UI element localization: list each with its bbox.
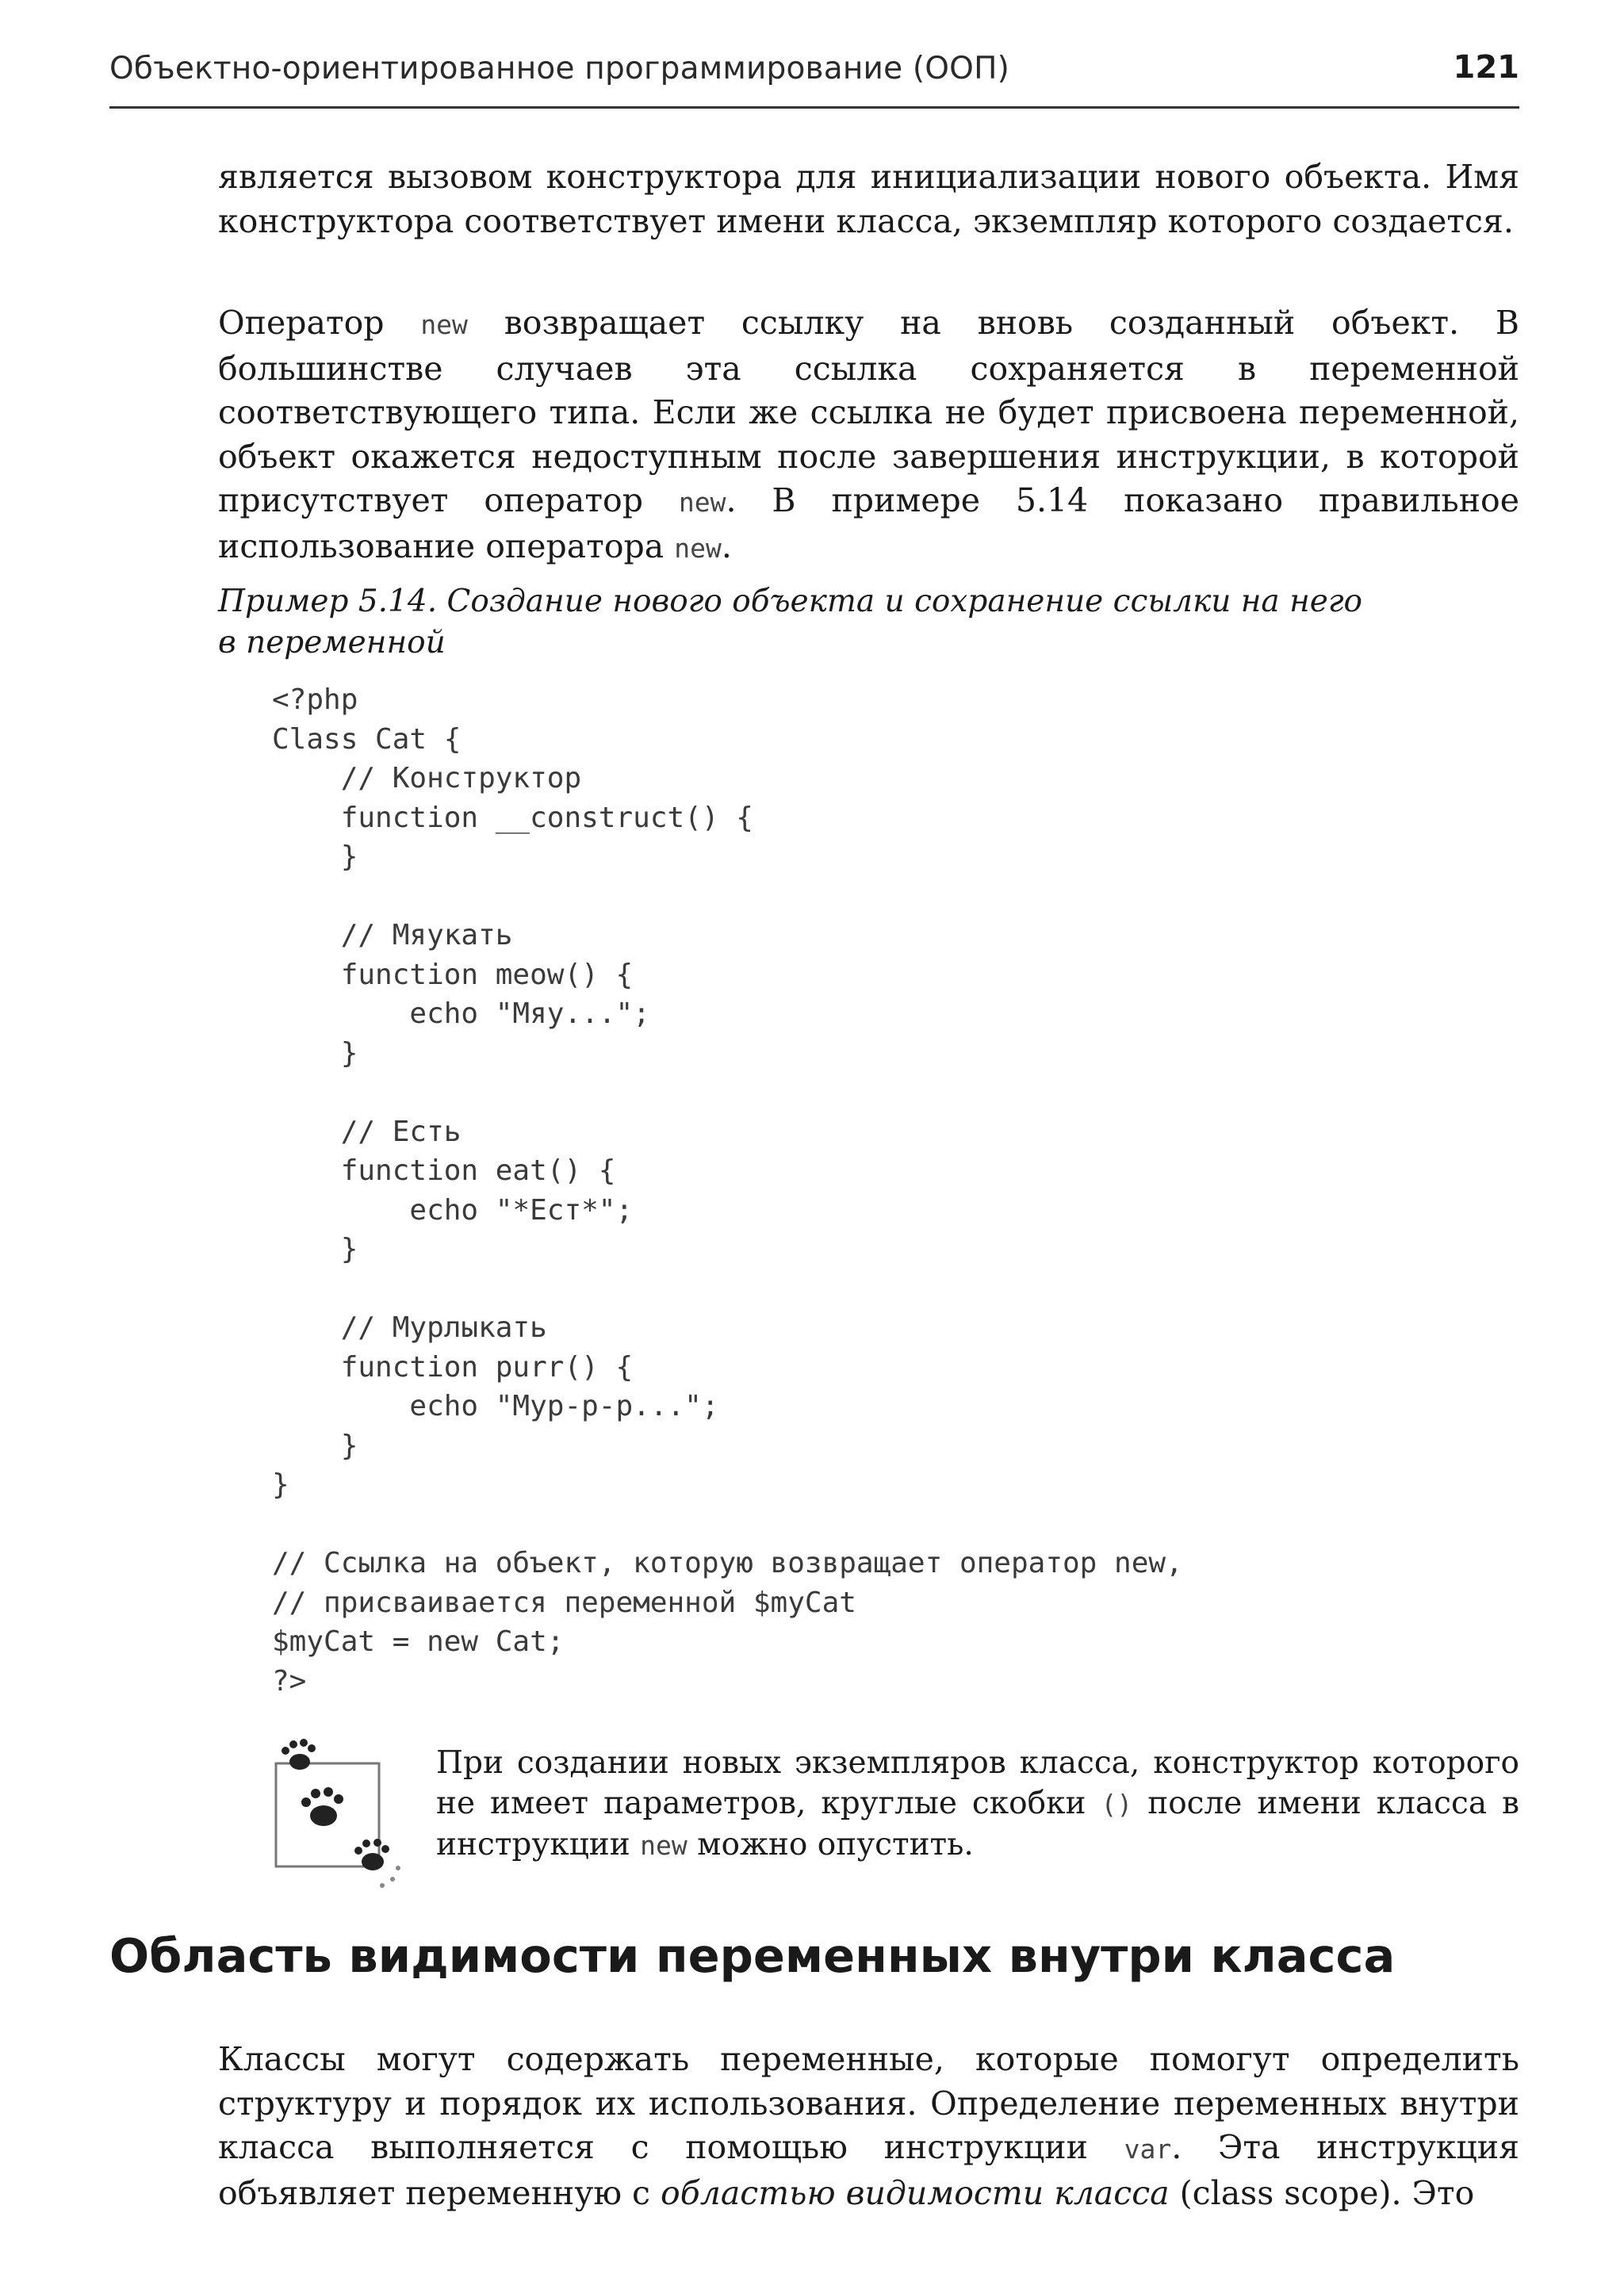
paragraph-3-text: (class scope). Это <box>1169 2173 1475 2212</box>
inline-code: new <box>420 309 468 340</box>
note-text-part: можно опустить. <box>687 1827 974 1862</box>
paragraph-3-text: Классы могут содержать переменные, которые помогут определить структуру и порядок их использования. Определение переменных внутри класса выполняется с помощью инструкции <box>218 2040 1519 2166</box>
inline-code: () <box>1101 1789 1133 1820</box>
example-caption <box>218 581 1519 664</box>
page-number: 121 <box>1453 49 1519 86</box>
paragraph-2-text: возвращает ссылку на вновь созданный объект. В большинстве случаев эта ссылка сохраняется в переменной соответствующего типа. Если же ссылка не будет присвоена переменной, объект окажется недоступным после завершения инструкции, в которой присутствует оператор <box>218 304 1520 519</box>
note-text <box>436 1743 1519 1866</box>
paragraph-2-text: Оператор <box>218 304 421 342</box>
section-heading: Область видимости переменных внутри класса <box>109 1928 1396 1983</box>
inline-code: new <box>674 532 722 564</box>
code-listing: <?php Class Cat { // Конструктор function __construct() { } // Мяукать function meow() { echo "Мяу..."; } // Есть function eat() { echo "*Ест*"; } // Мурлыкать function purr() { echo "Мур-р-р..."; } } // Ссылка на объект, которую возвращает оператор new, // присваивается переменной $myCat $myCat = new Cat; ?> <box>272 683 1183 1698</box>
paragraph-3 <box>218 2038 1519 2215</box>
paragraph-2-text: . В примере 5.14 показано правильное использование оператора <box>218 481 1519 565</box>
paragraph-1 <box>218 155 1519 243</box>
note-text-part: При создании новых экземпляров класса, конструктор которого не имеет параметров, круглые скобки <box>436 1745 1519 1821</box>
example-caption-line: в переменной <box>218 625 446 660</box>
paragraph-2-text: . <box>721 526 732 565</box>
emphasis-term: областью видимости класса <box>661 2173 1170 2212</box>
paragraph-2 <box>218 301 1519 570</box>
paragraph-3-text: . Эта инструкция объявляет переменную с <box>218 2128 1519 2212</box>
running-title: Объектно-ориентированное программирование (ООП) <box>109 51 1010 86</box>
inline-code: var <box>1124 2134 1172 2165</box>
page-header <box>109 46 1519 109</box>
example-caption-line: Пример 5.14. Создание нового объекта и сохранение ссылки на него <box>218 584 1363 619</box>
note-text-part: после имени класса в инструкции <box>436 1786 1520 1862</box>
paw-prints-icon <box>262 1727 412 1893</box>
paragraph-1-text: является вызовом конструктора для инициализации нового объекта. Имя конструктора соответствует имени класса, экземпляр которого создается. <box>218 158 1519 240</box>
inline-code: new <box>640 1830 688 1861</box>
inline-code: new <box>678 487 726 518</box>
